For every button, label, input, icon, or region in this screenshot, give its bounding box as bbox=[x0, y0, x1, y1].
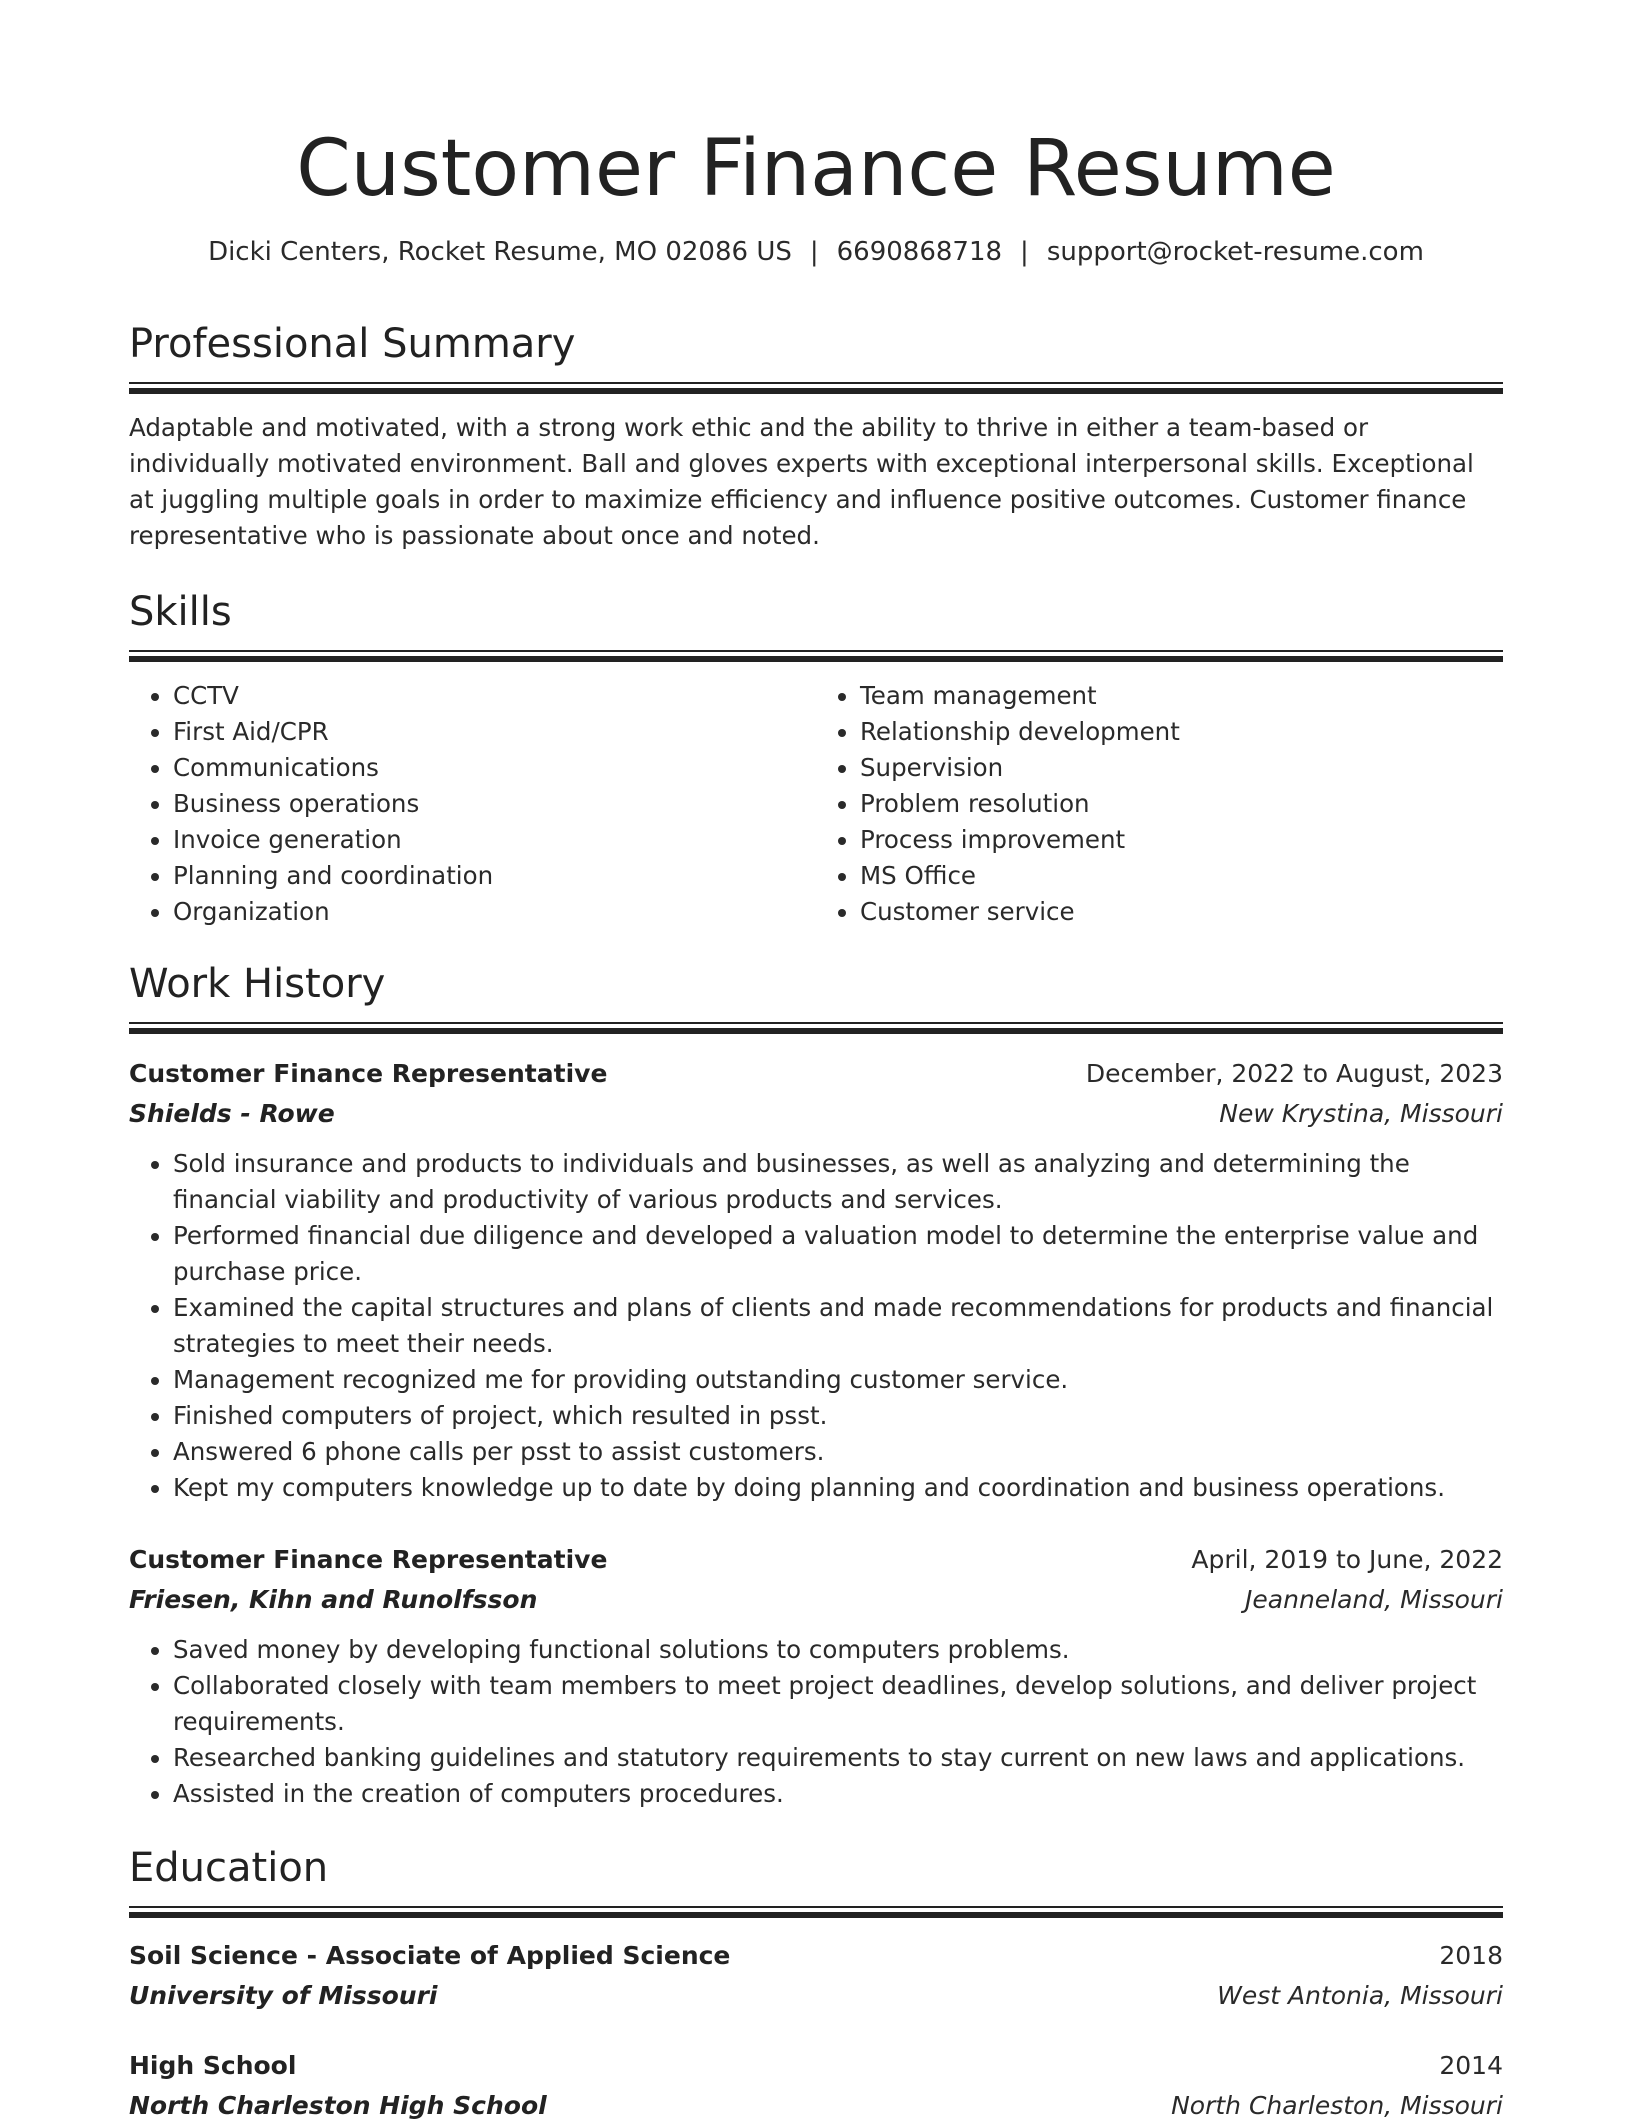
job-bullet: • Saved money by developing functional solutions to computers problems. bbox=[173, 1632, 1503, 1668]
skill-item: • Invoice generation bbox=[173, 822, 816, 858]
skill-item: • Problem resolution bbox=[860, 786, 1503, 822]
job-bullet: • Examined the capital structures and plans of clients and made recommendations for products and financial strategies to meet their needs. bbox=[173, 1290, 1503, 1362]
skill-item: • Process improvement bbox=[860, 822, 1503, 858]
contact-email: support@rocket-resume.com bbox=[1046, 237, 1424, 267]
job-bullet: • Assisted in the creation of computers procedures. bbox=[173, 1776, 1503, 1812]
summary-text: Adaptable and motivated, with a strong work ethic and the ability to thrive in either a team-based or individually motivated environment. Ball and gloves experts with exceptional interpersonal skills. Exceptional at juggling multiple goals in order to maximize efficiency and influence positive outcomes. Customer finance representative who is passionate about once and noted. bbox=[129, 413, 1474, 550]
job-bullet-list bbox=[129, 1146, 1503, 1506]
education-school-row bbox=[129, 2086, 1503, 2126]
education-section bbox=[129, 1842, 1503, 2126]
work-history-heading: Work History bbox=[129, 961, 386, 1007]
job-header-row bbox=[129, 1540, 1503, 1580]
job-bullet: • Sold insurance and products to individuals and businesses, as well as analyzing and determining the financial viability and productivity of various products and services. bbox=[173, 1146, 1503, 1218]
contact-phone: 6690868718 bbox=[836, 237, 1003, 267]
skill-item: • MS Office bbox=[860, 858, 1503, 894]
skill-item: • Customer service bbox=[860, 894, 1503, 930]
job-entry bbox=[129, 1540, 1503, 1812]
contact-separator: | bbox=[809, 237, 819, 267]
skill-item: • CCTV bbox=[173, 678, 816, 714]
skills-heading: Skills bbox=[129, 589, 232, 635]
education-school-row bbox=[129, 1976, 1503, 2016]
education-location: West Antonia, Missouri bbox=[1217, 1981, 1503, 2010]
education-year: 2018 bbox=[1439, 1941, 1503, 1970]
work-history-section bbox=[129, 958, 1503, 1812]
job-dates: April, 2019 to June, 2022 bbox=[1191, 1545, 1503, 1574]
summary-section bbox=[129, 318, 1503, 554]
job-bullet: • Answered 6 phone calls per psst to assist customers. bbox=[173, 1434, 1503, 1470]
skill-item: • Business operations bbox=[173, 786, 816, 822]
job-title: Customer Finance Representative bbox=[129, 1545, 608, 1574]
contact-address: Dicki Centers, Rocket Resume, MO 02086 US bbox=[208, 237, 792, 267]
section-divider bbox=[129, 382, 1503, 394]
summary-heading: Professional Summary bbox=[129, 321, 576, 367]
section-divider bbox=[129, 650, 1503, 662]
job-bullet: • Kept my computers knowledge up to date by doing planning and coordination and business operations. bbox=[173, 1470, 1503, 1506]
job-dates: December, 2022 to August, 2023 bbox=[1085, 1059, 1503, 1088]
job-location: New Krystina, Missouri bbox=[1219, 1099, 1503, 1128]
job-bullet: • Management recognized me for providing outstanding customer service. bbox=[173, 1362, 1503, 1398]
job-header-row bbox=[129, 1054, 1503, 1094]
skill-item: • Communications bbox=[173, 750, 816, 786]
skill-item: • Team management bbox=[860, 678, 1503, 714]
section-divider bbox=[129, 1022, 1503, 1034]
skill-item: • Planning and coordination bbox=[173, 858, 816, 894]
contact-separator: | bbox=[1020, 237, 1029, 267]
job-entry bbox=[129, 1054, 1503, 1506]
job-bullet: • Collaborated closely with team members to meet project deadlines, develop solutions, and deliver project requirements. bbox=[173, 1668, 1503, 1740]
education-school: University of Missouri bbox=[129, 1981, 438, 2010]
job-bullet-list bbox=[129, 1632, 1503, 1812]
job-company: Shields - Rowe bbox=[129, 1099, 335, 1128]
section-divider bbox=[129, 1906, 1503, 1918]
job-title: Customer Finance Representative bbox=[129, 1059, 608, 1088]
contact-line bbox=[129, 234, 1503, 270]
education-location: North Charleston, Missouri bbox=[1171, 2091, 1503, 2120]
education-header-row bbox=[129, 2046, 1503, 2086]
job-location: Jeanneland, Missouri bbox=[1245, 1585, 1503, 1614]
skill-item: • Organization bbox=[173, 894, 816, 930]
resume-title: Customer Finance Resume bbox=[296, 124, 1336, 214]
education-school: North Charleston High School bbox=[129, 2091, 547, 2120]
skills-section bbox=[129, 586, 1503, 930]
education-year: 2014 bbox=[1439, 2051, 1503, 2080]
education-degree: Soil Science - Associate of Applied Science bbox=[129, 1941, 731, 1970]
education-entry bbox=[129, 1936, 1503, 2016]
job-company-row bbox=[129, 1094, 1503, 1134]
job-bullet: • Finished computers of project, which resulted in psst. bbox=[173, 1398, 1503, 1434]
job-company: Friesen, Kihn and Runolfsson bbox=[129, 1585, 538, 1614]
skills-list-right bbox=[816, 678, 1503, 930]
education-entry bbox=[129, 2046, 1503, 2126]
skill-item: • Supervision bbox=[860, 750, 1503, 786]
skills-grid bbox=[129, 678, 1503, 930]
job-company-row bbox=[129, 1580, 1503, 1620]
job-bullet: • Researched banking guidelines and statutory requirements to stay current on new laws and applications. bbox=[173, 1740, 1503, 1776]
education-header-row bbox=[129, 1936, 1503, 1976]
skill-item: • First Aid/CPR bbox=[173, 714, 816, 750]
skill-item: • Relationship development bbox=[860, 714, 1503, 750]
skills-list-left bbox=[129, 678, 816, 930]
education-degree: High School bbox=[129, 2051, 297, 2080]
education-heading: Education bbox=[129, 1845, 329, 1891]
job-bullet: • Performed financial due diligence and developed a valuation model to determine the enterprise value and purchase price. bbox=[173, 1218, 1503, 1290]
